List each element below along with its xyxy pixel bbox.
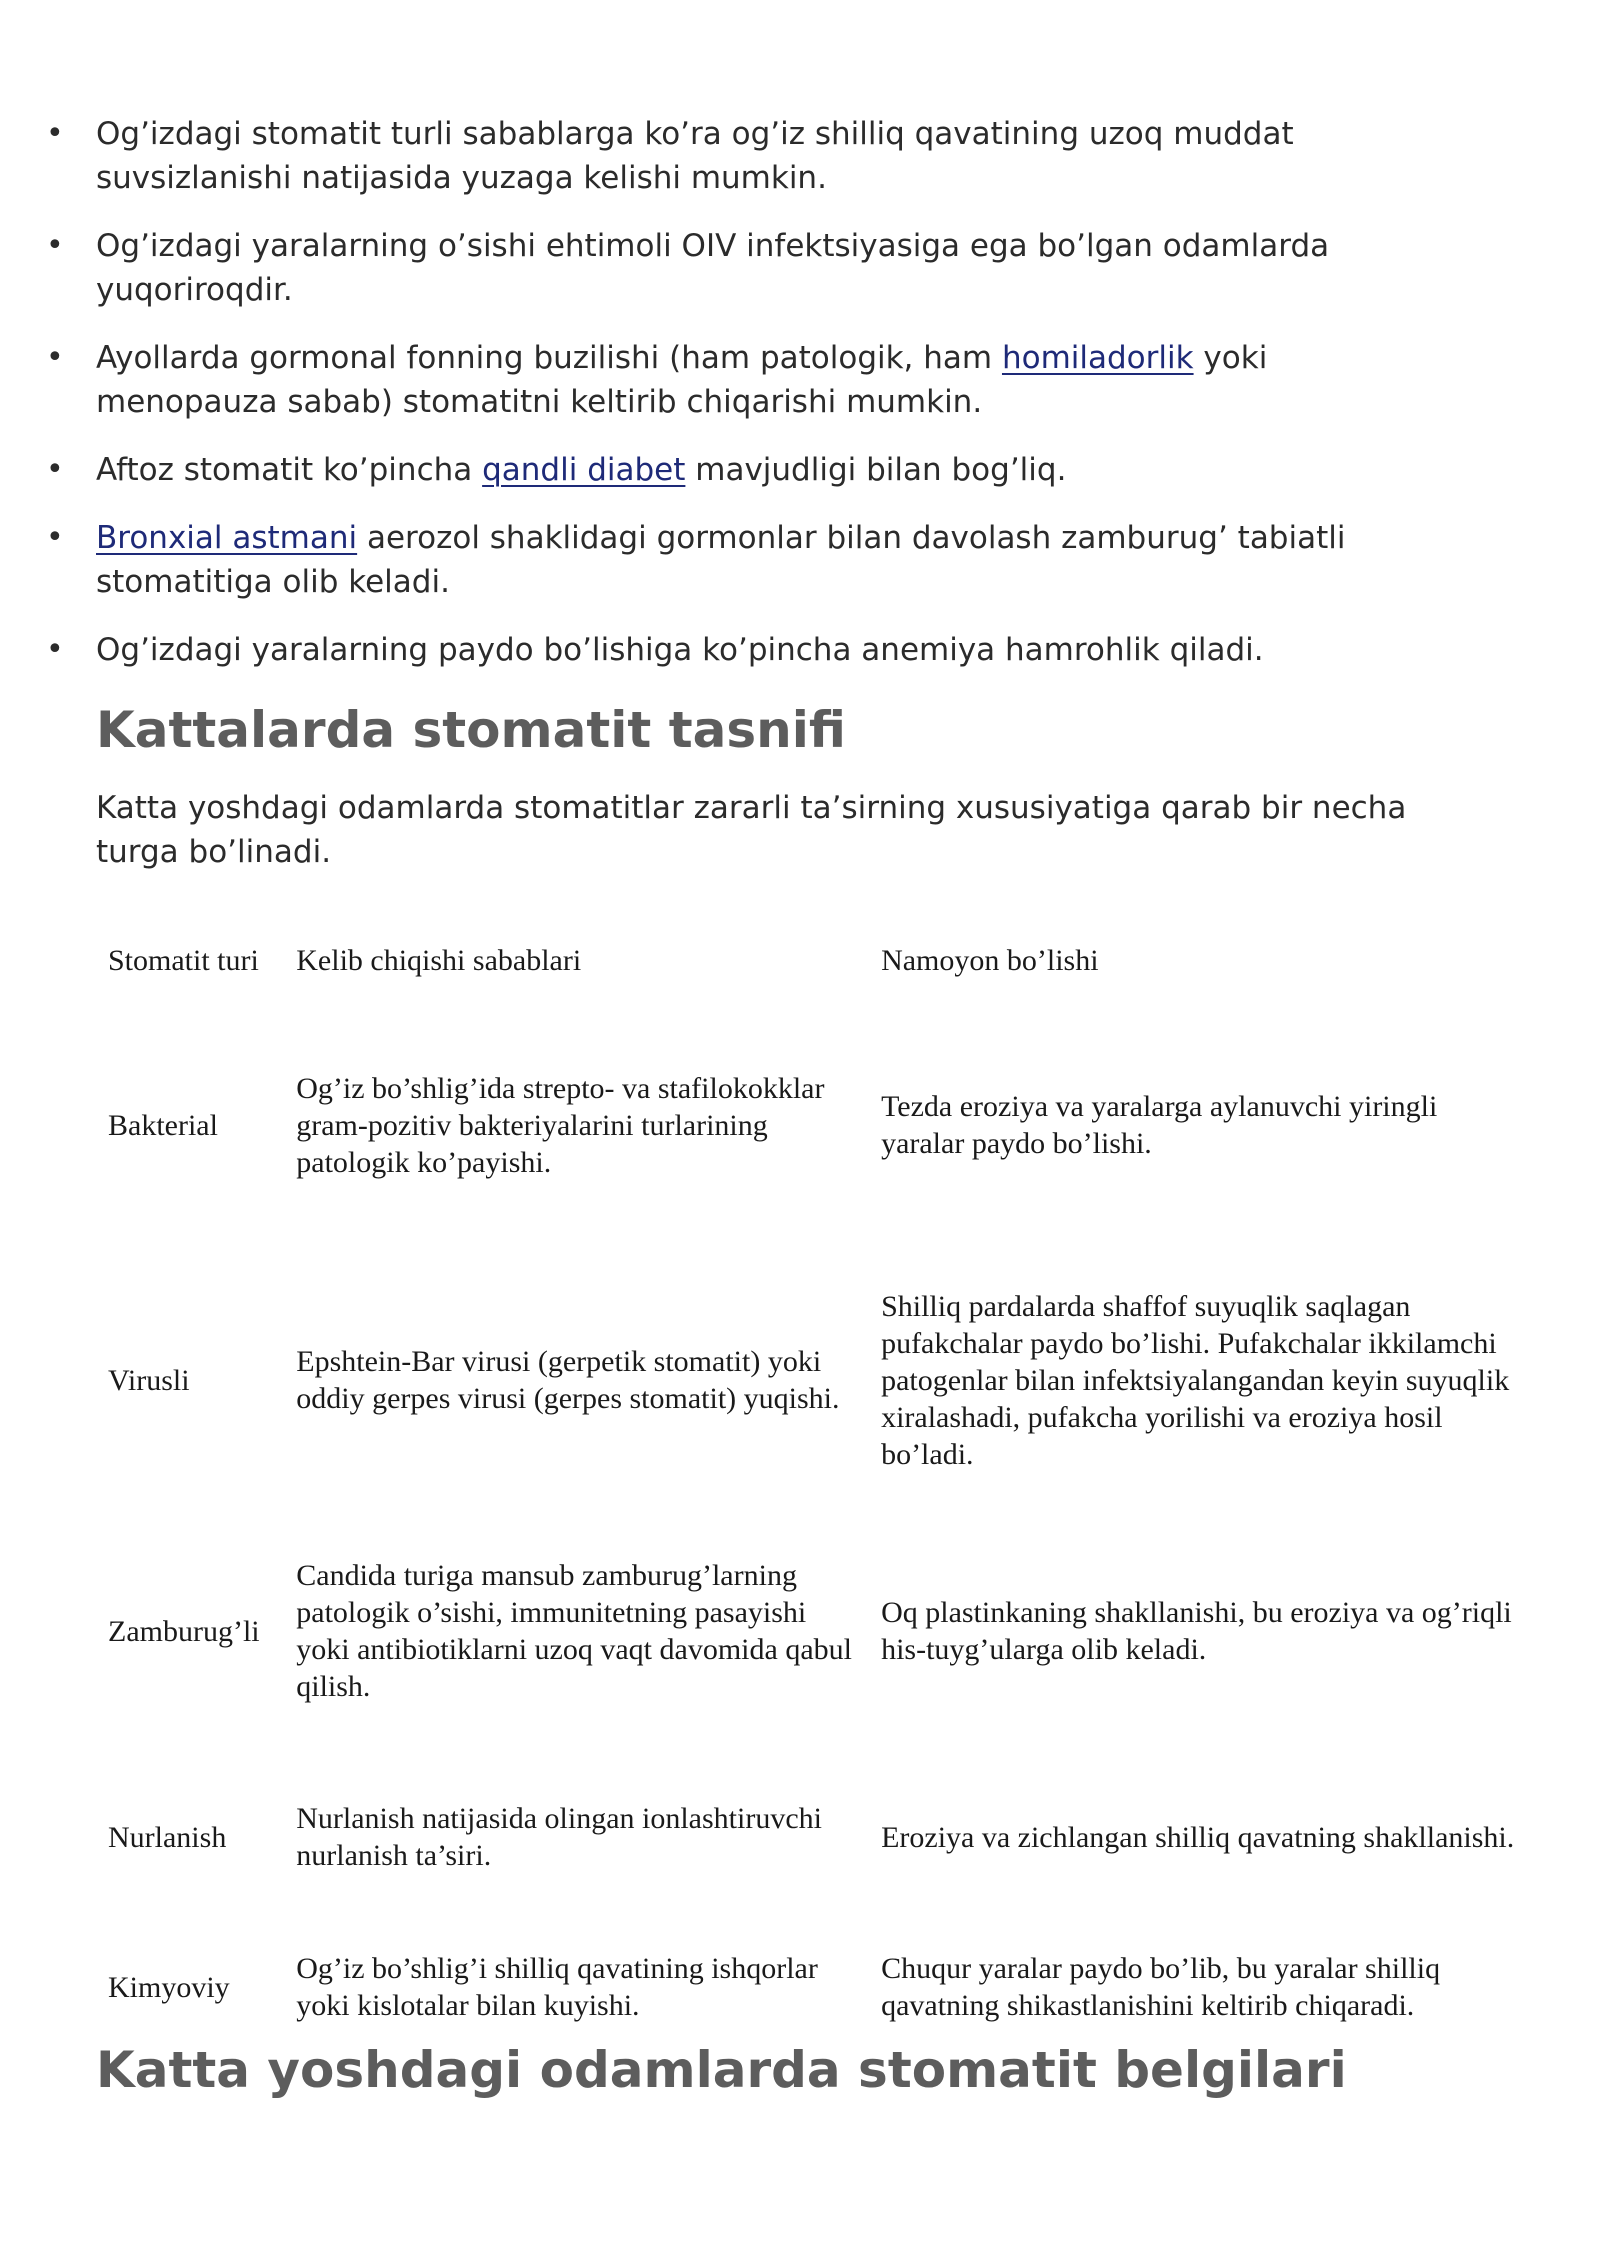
- bullet-text: yoki menopauza sabab) stomatitni keltirib chiqarishi mumkin.: [96, 340, 1268, 420]
- cell-manifestation: Shilliq pardalarda shaffof suyuqlik saqlagan pufakchalar paydo bo’lishi. Pufakchalar ikkilamchi patogenlar bilan infektsiyalangandan keyin suyuqlik xiralashadi, pufakcha yorilishi va eroziya hosil bo’ladi.: [881, 1289, 1510, 1471]
- cell-manifestation: Chuqur yaralar paydo bo’lib, bu yaralar shilliq qavatning shikastlanishini keltirib chiqaradi.: [881, 1952, 1441, 2022]
- bullet-icon: •: [46, 632, 64, 667]
- bullet-item: [40, 224, 1356, 312]
- cell-manifestation: Oq plastinkaning shakllanishi, bu eroziya va og’riqli his-tuyg’ularga olib keladi.: [881, 1596, 1512, 1666]
- bullet-text: Ayollarda gormonal fonning buzilishi (ham patologik, ham: [96, 340, 1002, 376]
- bullet-text: Og’izdagi stomatit turli sabablarga ko’ra og’iz shilliq qavatining uzoq muddat suvsizlanishi natijasida yuzaga kelishi mumkin.: [96, 116, 1294, 196]
- cell-cause: Candida turiga mansub zamburug’larning patologik o’sishi, immunitetning pasayishi yoki antibiotiklarni uzoq vaqt davomida qabul qilish.: [296, 1559, 852, 1703]
- cell-type: Nurlanish: [108, 1820, 227, 1854]
- cell-type: Zamburug’li: [108, 1614, 260, 1648]
- cell-cause: Og’iz bo’shlig’ida strepto- va stafilokokklar gram-pozitiv bakteriyalarini turlarining patologik ko’payishi.: [296, 1071, 825, 1179]
- bullet-text: Og’izdagi yaralarning o’sishi ehtimoli OIV infektsiyasiga ega bo’lgan odamlarda yuqoriroqdir.: [96, 228, 1330, 308]
- table-row: [100, 1500, 1530, 1762]
- cell-type: Kimyoviy: [108, 1970, 230, 2004]
- bullet-icon: •: [46, 340, 64, 375]
- bullet-item: [40, 112, 1356, 200]
- table-header-row: [100, 930, 1530, 990]
- bullet-icon: •: [46, 520, 64, 555]
- cell-cause: Epshtein-Bar virusi (gerpetik stomatit) yoki oddiy gerpes virusi (gerpes stomatit) yuqishi.: [296, 1345, 840, 1415]
- bullet-item: [40, 448, 1356, 492]
- cell-cause: Nurlanish natijasida olingan ionlashtiruvchi nurlanish ta’siri.: [296, 1802, 822, 1872]
- stomatit-types-table: [100, 930, 1530, 2062]
- column-header-manifestation: Namoyon bo’lishi: [881, 943, 1099, 977]
- bullet-text: aerozol shaklidagi gormonlar bilan davolash zamburug’ tabiatli stomatitiga olib keladi.: [96, 520, 1346, 600]
- link-bronxial-astmani[interactable]: Bronxial astmani: [96, 520, 358, 556]
- column-header-type: Stomatit turi: [108, 943, 259, 977]
- bullet-item: [40, 628, 1356, 672]
- bullet-icon: •: [46, 228, 64, 263]
- table-row: [100, 990, 1530, 1260]
- link-homiladorlik[interactable]: homiladorlik: [1001, 340, 1194, 376]
- cell-type: Bakterial: [108, 1108, 218, 1142]
- cell-type: Virusli: [108, 1363, 190, 1397]
- link-qandli-diabet[interactable]: qandli diabet: [482, 452, 686, 488]
- cell-manifestation: Tezda eroziya va yaralarga aylanuvchi yiringli yaralar paydo bo’lishi.: [881, 1090, 1438, 1160]
- bullet-text: Og’izdagi yaralarning paydo bo’lishiga ko’pincha anemiya hamrohlik qiladi.: [96, 632, 1264, 668]
- section-heading-symptoms: Katta yoshdagi odamlarda stomatit belgilari: [96, 2041, 1347, 2099]
- bullet-icon: •: [46, 452, 64, 487]
- table-row: [100, 1260, 1530, 1500]
- column-header-cause: Kelib chiqishi sabablari: [296, 943, 582, 977]
- bullet-item: [40, 336, 1356, 424]
- table-row: [100, 1762, 1530, 1912]
- cell-cause: Og’iz bo’shlig’i shilliq qavatining ishqorlar yoki kislotalar bilan kuyishi.: [296, 1952, 818, 2022]
- bullet-text: mavjudligi bilan bog’liq.: [685, 452, 1067, 488]
- cell-manifestation: Eroziya va zichlangan shilliq qavatning shakllanishi.: [881, 1820, 1515, 1854]
- bullet-icon: •: [46, 116, 64, 151]
- section-heading-classification: Kattalarda stomatit tasnifi: [96, 701, 846, 759]
- bullet-item: [40, 516, 1356, 604]
- cause-bullet-list: [40, 112, 1480, 696]
- section-intro-text: Katta yoshdagi odamlarda stomatitlar zararli ta’sirning xususiyatiga qarab bir necha turga bo’linadi.: [96, 790, 1407, 870]
- bullet-text: Aftoz stomatit ko’pincha: [96, 452, 483, 488]
